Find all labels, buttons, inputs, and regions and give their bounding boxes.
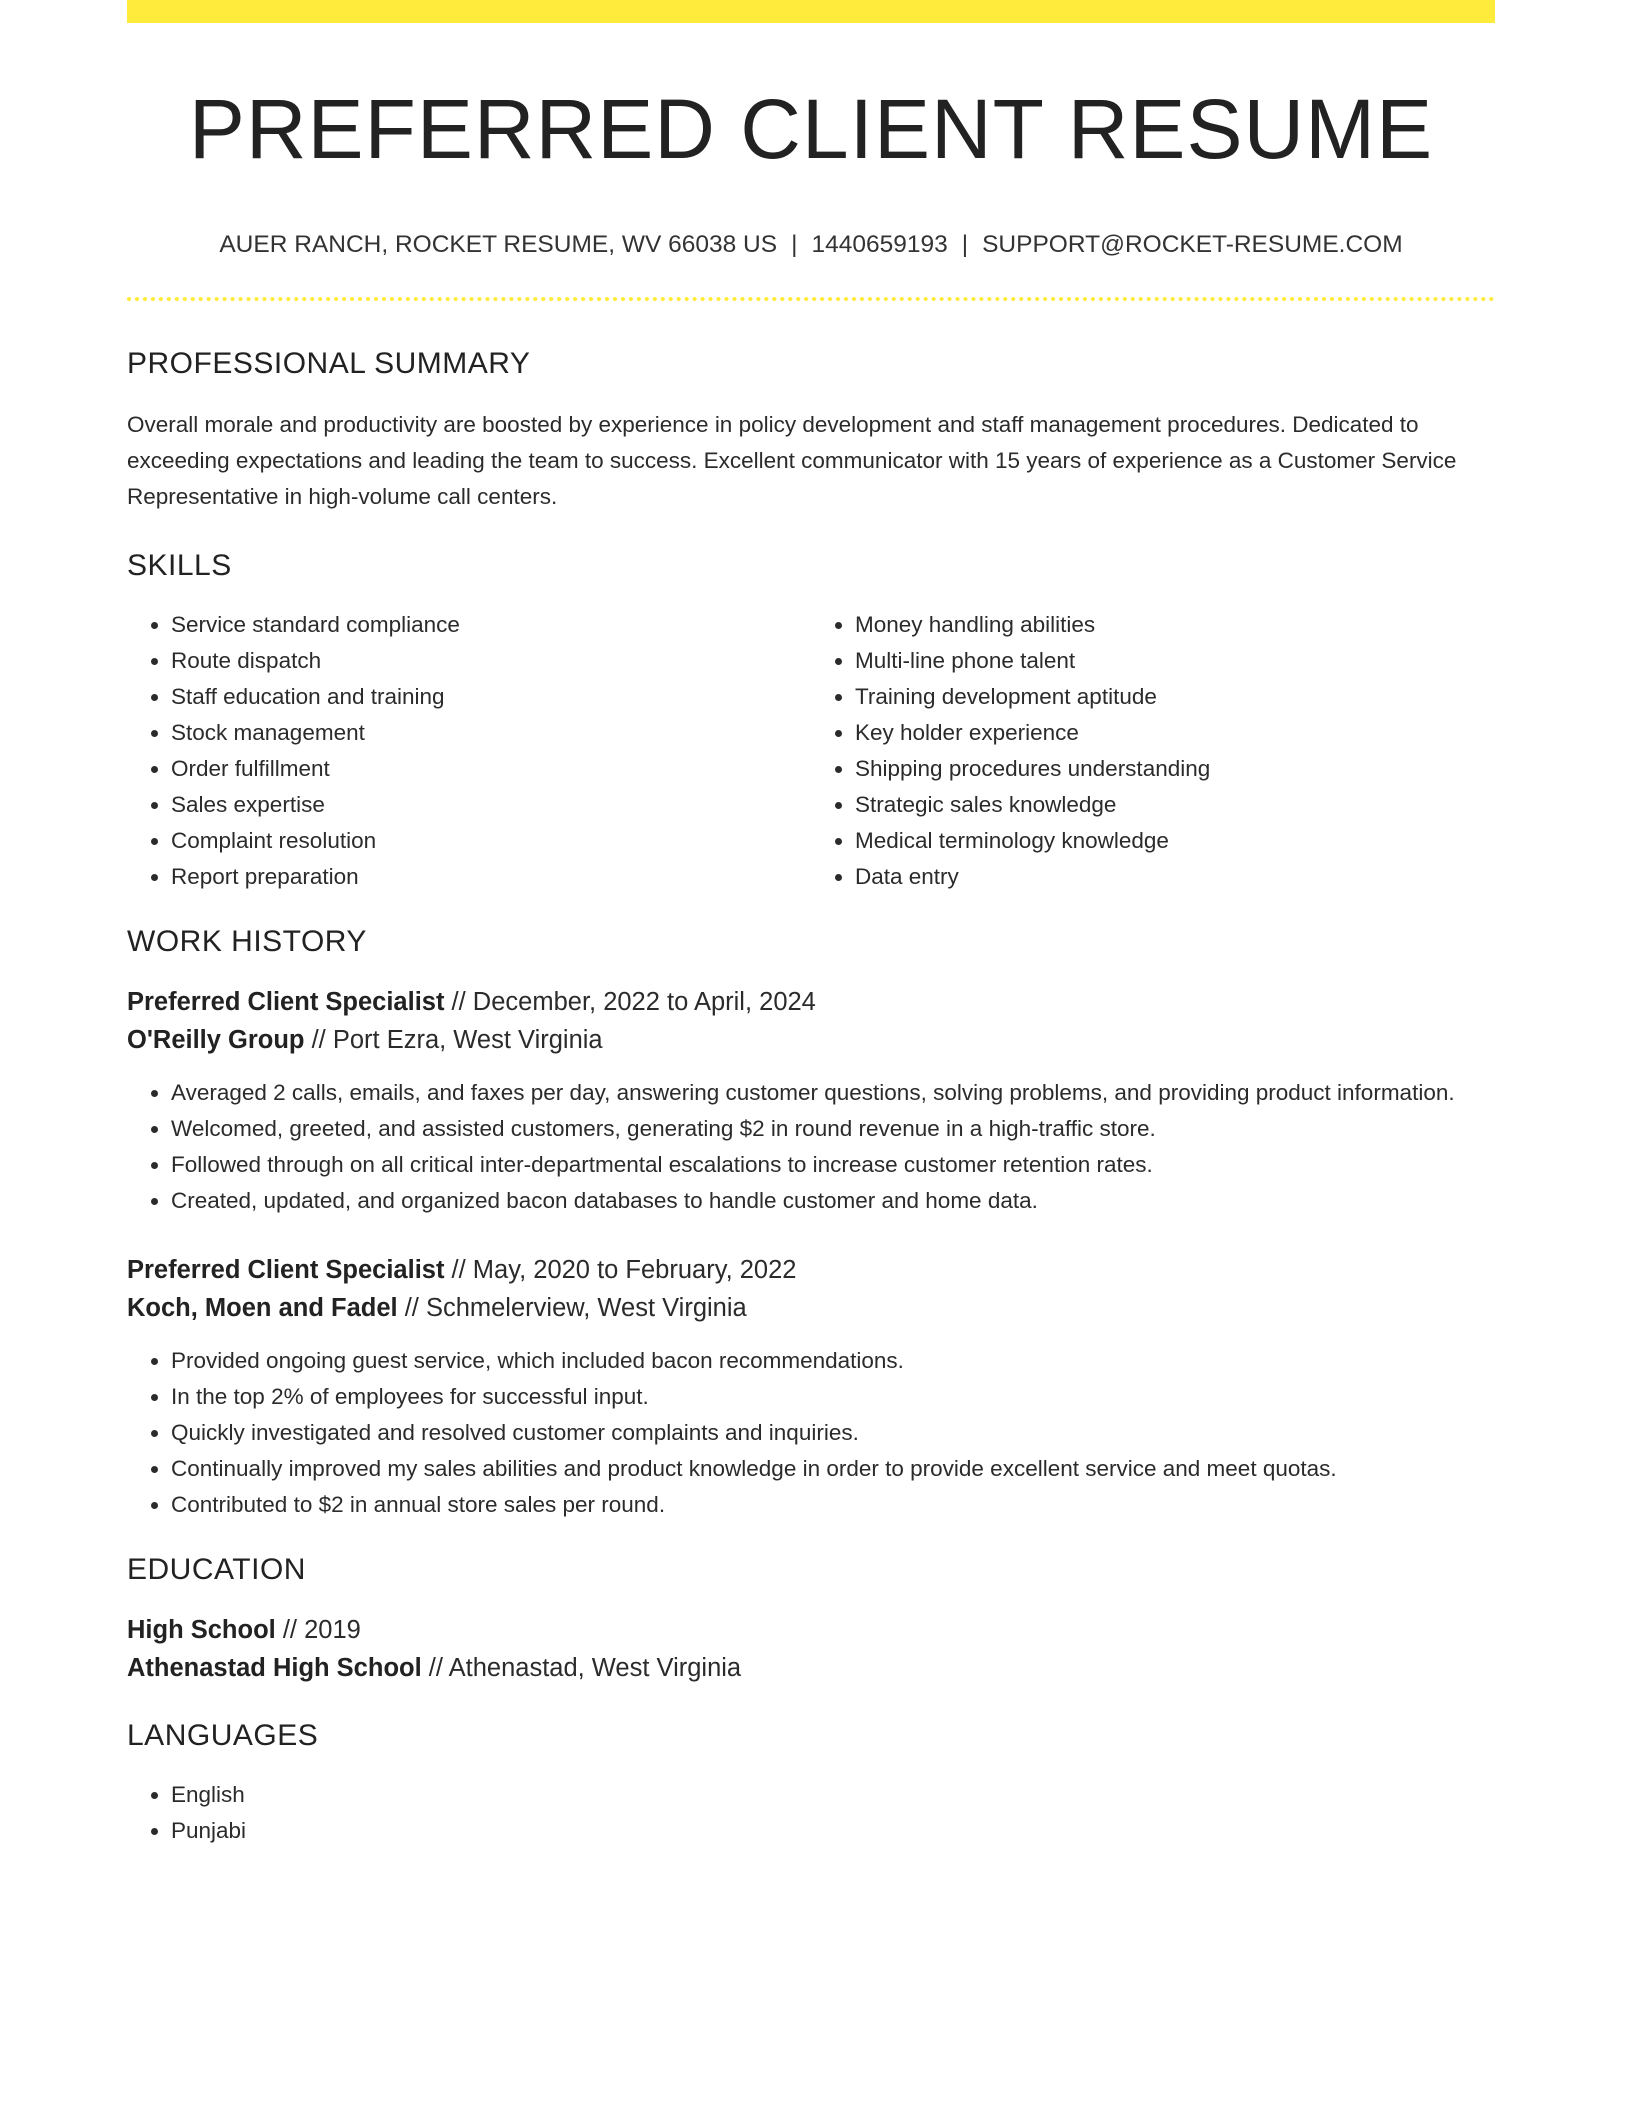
job-bullet: • Created, updated, and organized bacon databases to handle customer and home data. xyxy=(171,1183,1495,1219)
skill-item: • Service standard compliance xyxy=(171,607,811,643)
work-history-heading: WORK HISTORY xyxy=(127,925,367,959)
skills-column-right xyxy=(811,607,1495,895)
skill-item: • Report preparation xyxy=(171,859,811,895)
skill-item: • Data entry xyxy=(855,859,1495,895)
job-company: Koch, Moen and Fadel xyxy=(127,1294,398,1323)
languages-heading: LANGUAGES xyxy=(127,1719,319,1753)
job-bullet: • Continually improved my sales abilities and product knowledge in order to provide excellent service and meet quotas. xyxy=(171,1451,1495,1487)
skill-item: • Sales expertise xyxy=(171,787,811,823)
skill-item: • Medical terminology knowledge xyxy=(855,823,1495,859)
education-entry xyxy=(127,1611,1495,1687)
job-company-line xyxy=(127,1289,1495,1327)
job-dates: // May, 2020 to February, 2022 xyxy=(444,1256,797,1285)
job-location: // Port Ezra, West Virginia xyxy=(304,1026,603,1055)
contact-line xyxy=(127,231,1495,259)
summary-text: Overall morale and productivity are boosted by experience in policy development and staff management procedures. Dedicated to exceeding expectations and leading the team to success. Excellent communicator with 15 years of experience as a Customer Service Representative in high-volume call centers. xyxy=(127,412,1457,510)
job-position: Preferred Client Specialist xyxy=(127,988,445,1017)
education-location: // Athenastad, West Virginia xyxy=(421,1654,742,1683)
skill-item: • Order fulfillment xyxy=(171,751,811,787)
job-title-line xyxy=(127,1251,1495,1289)
skill-item: • Training development aptitude xyxy=(855,679,1495,715)
job-bullet: • Averaged 2 calls, emails, and faxes per day, answering customer questions, solving problems, and providing product information. xyxy=(171,1075,1495,1111)
skill-item: • Complaint resolution xyxy=(171,823,811,859)
skill-item: • Strategic sales knowledge xyxy=(855,787,1495,823)
resume-page xyxy=(127,0,1495,1849)
job-position: Preferred Client Specialist xyxy=(127,1256,445,1285)
skill-item: • Shipping procedures understanding xyxy=(855,751,1495,787)
skills-heading: SKILLS xyxy=(127,549,232,583)
skill-item: • Key holder experience xyxy=(855,715,1495,751)
job-dates: // December, 2022 to April, 2024 xyxy=(444,988,816,1017)
job-company: O'Reilly Group xyxy=(127,1026,305,1055)
email: SUPPORT@ROCKET-RESUME.COM xyxy=(982,231,1403,259)
job-bullets xyxy=(127,1343,1495,1523)
education-heading: EDUCATION xyxy=(127,1553,306,1587)
education-degree: High School xyxy=(127,1616,276,1645)
phone: 1440659193 xyxy=(811,231,948,259)
job-entry xyxy=(127,1251,1495,1327)
job-bullet: • Contributed to $2 in annual store sales per round. xyxy=(171,1487,1495,1523)
accent-bar xyxy=(127,0,1495,23)
job-location: // Schmelerview, West Virginia xyxy=(397,1294,747,1323)
skill-item: • Stock management xyxy=(171,715,811,751)
education-school: Athenastad High School xyxy=(127,1654,422,1683)
education-degree-line xyxy=(127,1611,1495,1649)
education-school-line xyxy=(127,1649,1495,1687)
job-bullet: • Quickly investigated and resolved customer complaints and inquiries. xyxy=(171,1415,1495,1451)
dotted-divider xyxy=(127,297,1495,301)
skill-item: • Multi-line phone talent xyxy=(855,643,1495,679)
skills-column-left xyxy=(127,607,811,895)
address: AUER RANCH, ROCKET RESUME, WV 66038 US xyxy=(219,231,778,259)
job-bullet: • Welcomed, greeted, and assisted customers, generating $2 in round revenue in a high-traffic store. xyxy=(171,1111,1495,1147)
job-bullet: • Provided ongoing guest service, which included bacon recommendations. xyxy=(171,1343,1495,1379)
job-entry xyxy=(127,983,1495,1059)
job-bullet: • In the top 2% of employees for successful input. xyxy=(171,1379,1495,1415)
contact-separator: | xyxy=(961,231,969,259)
language-item: • Punjabi xyxy=(171,1813,1495,1849)
education-year: // 2019 xyxy=(275,1616,361,1645)
skill-item: • Staff education and training xyxy=(171,679,811,715)
summary-heading: PROFESSIONAL SUMMARY xyxy=(127,347,531,381)
skills-list xyxy=(127,607,1495,895)
job-company-line xyxy=(127,1021,1495,1059)
job-title-line xyxy=(127,983,1495,1021)
language-item: • English xyxy=(171,1777,1495,1813)
resume-title: PREFERRED CLIENT RESUME xyxy=(188,82,1434,176)
languages-list xyxy=(127,1777,1495,1849)
contact-separator: | xyxy=(791,231,798,259)
job-bullets xyxy=(127,1075,1495,1219)
skill-item: • Route dispatch xyxy=(171,643,811,679)
job-bullet: • Followed through on all critical inter-departmental escalations to increase customer retention rates. xyxy=(171,1147,1495,1183)
skill-item: • Money handling abilities xyxy=(855,607,1495,643)
